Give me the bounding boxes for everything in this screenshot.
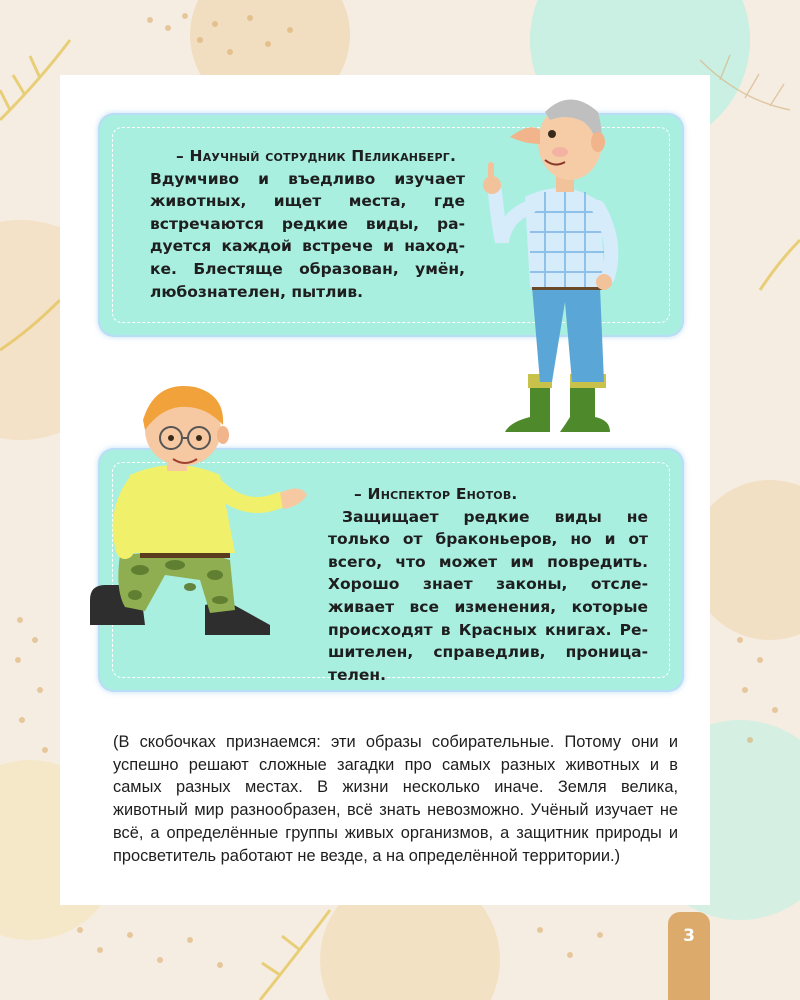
inspector-bio: [328, 483, 648, 686]
inspector-name: – Инспектор Енотов.: [354, 485, 518, 503]
scientist-description: Вдумчиво и въедливо изучает животных, ищет места, где встречаются редкие виды, радуется каждой встрече и находке. Блестяще образован, умён, любознателен, пытлив.: [150, 169, 465, 301]
scientist-bio: [150, 145, 465, 303]
scientist-name: – Научный сотрудник Пеликанберг.: [176, 147, 457, 165]
inspector-illustration: [85, 375, 310, 655]
page-number-tab: [668, 912, 710, 1000]
inspector-description: Защищает редкие виды не только от браконьеров, но и от всего, что может им повредить. Хорошо знает законы, отслеживает все изменения, которые происходят в Красных книгах. Решителен, справедлив, проницателен.: [328, 507, 648, 684]
scientist-illustration: [470, 82, 630, 442]
page-number: 3: [683, 926, 695, 946]
note-paragraph: (В скобочках признаемся: эти образы собирательные. Потому они и успешно решают сложные загадки про самых разных животных и в самых разных местах. В жизни несколько иначе. Земля велика, животный мир разнообразен, всё знать невозможно. Учёный изучает не всё, а определённые группы живых организмов, а защитник природы и просветитель работают не везде, а на определённой территории.): [113, 733, 678, 865]
